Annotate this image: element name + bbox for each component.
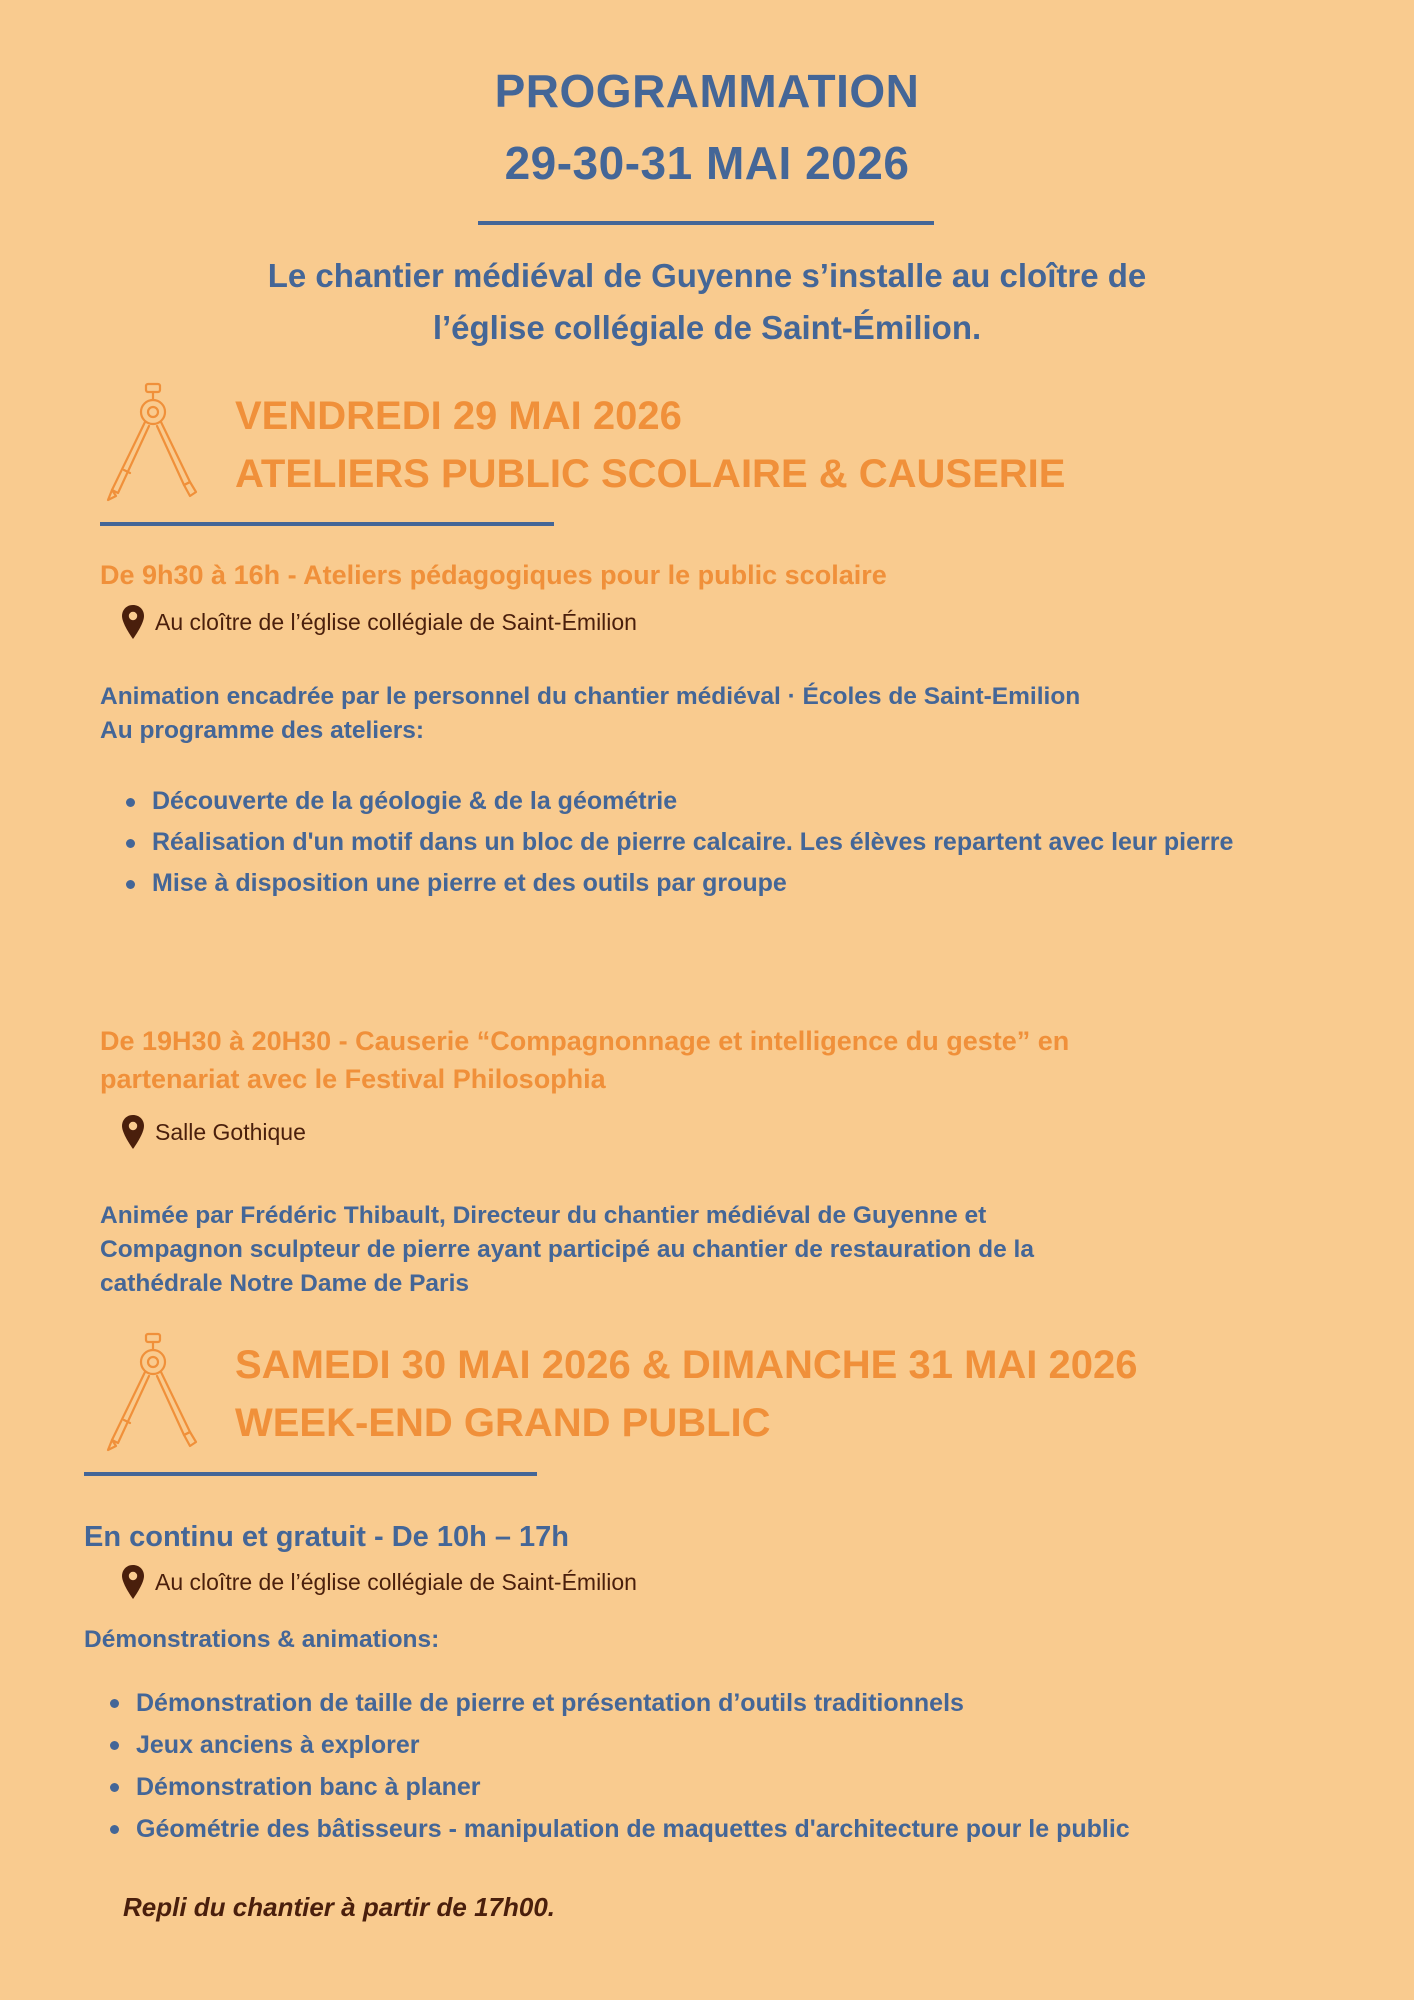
talk-description bbox=[100, 1199, 1034, 1301]
weekend-heading bbox=[235, 1336, 1138, 1452]
list-item: Démonstration de taille de pierre et présentation d’outils traditionnels bbox=[110, 1682, 1400, 1724]
friday-heading bbox=[235, 387, 1065, 503]
list-item: Réalisation d'un motif dans un bloc de pierre calcaire. Les élèves repartent avec leur pierre bbox=[126, 822, 1336, 863]
location-pin-icon bbox=[121, 604, 145, 640]
compass-icon bbox=[98, 1332, 208, 1452]
intro-text bbox=[0, 250, 1414, 354]
weekend-heading-line-2: WEEK-END GRAND PUBLIC bbox=[235, 1401, 771, 1445]
list-item: Démonstration banc à planer bbox=[110, 1766, 1400, 1808]
weekend-schedule: En continu et gratuit - De 10h – 17h bbox=[84, 1521, 570, 1553]
fallback-note: Repli du chantier à partir de 17h00. bbox=[123, 1892, 556, 1922]
workshop-list bbox=[126, 781, 1336, 904]
friday-heading-line-2: ATELIERS PUBLIC SCOLAIRE & CAUSERIE bbox=[235, 452, 1066, 496]
list-item: Jeux anciens à explorer bbox=[110, 1724, 1400, 1766]
title-line-1: PROGRAMMATION bbox=[494, 65, 920, 117]
workshop-desc-line-2: Au programme des ateliers: bbox=[100, 717, 425, 744]
workshop-title: De 9h30 à 16h - Ateliers pédagogiques pour le public scolaire bbox=[100, 560, 887, 590]
workshop-location bbox=[121, 604, 637, 640]
talk-desc-line-1: Animée par Frédéric Thibault, Directeur du chantier médiéval de Guyenne et bbox=[100, 1202, 987, 1229]
friday-heading-line-1: VENDREDI 29 MAI 2026 bbox=[235, 394, 682, 438]
intro-line-1: Le chantier médiéval de Guyenne s’installe au cloître de bbox=[267, 257, 1147, 294]
weekend-subheading: Démonstrations & animations: bbox=[84, 1626, 440, 1653]
friday-divider bbox=[100, 522, 554, 526]
intro-line-2: l’église collégiale de Saint-Émilion. bbox=[432, 309, 982, 346]
weekend-divider bbox=[84, 1472, 537, 1476]
location-pin-icon bbox=[121, 1114, 145, 1150]
talk-desc-line-2: Compagnon sculpteur de pierre ayant participé au chantier de restauration de la bbox=[100, 1236, 1034, 1263]
header-divider bbox=[478, 221, 934, 225]
weekend-heading-line-1: SAMEDI 30 MAI 2026 & DIMANCHE 31 MAI 2026 bbox=[235, 1343, 1138, 1387]
weekend-location bbox=[121, 1564, 637, 1600]
list-item: Géométrie des bâtisseurs - manipulation de maquettes d'architecture pour le public bbox=[110, 1808, 1400, 1850]
workshop-location-text: Au cloître de l’église collégiale de Saint-Émilion bbox=[155, 608, 637, 635]
list-item: Mise à disposition une pierre et des outils par groupe bbox=[126, 863, 1336, 904]
list-item: Découverte de la géologie & de la géométrie bbox=[126, 781, 1336, 822]
talk-title bbox=[100, 1022, 1069, 1098]
workshop-description bbox=[100, 680, 1080, 748]
talk-location bbox=[121, 1114, 306, 1150]
talk-location-text: Salle Gothique bbox=[155, 1118, 306, 1145]
location-pin-icon bbox=[121, 1564, 145, 1600]
talk-desc-line-3: cathédrale Notre Dame de Paris bbox=[100, 1270, 470, 1297]
talk-title-line-2: partenariat avec le Festival Philosophia bbox=[100, 1064, 606, 1094]
page-title bbox=[0, 55, 1414, 199]
talk-title-line-1: De 19H30 à 20H30 - Causerie “Compagnonnage et intelligence du geste” en bbox=[100, 1026, 1070, 1056]
weekend-list bbox=[110, 1682, 1400, 1850]
compass-icon bbox=[98, 382, 208, 502]
title-line-2: 29-30-31 MAI 2026 bbox=[504, 137, 910, 189]
workshop-desc-line-1: Animation encadrée par le personnel du chantier médiéval · Écoles de Saint-Emilion bbox=[100, 683, 1081, 710]
weekend-location-text: Au cloître de l’église collégiale de Saint-Émilion bbox=[155, 1568, 637, 1595]
